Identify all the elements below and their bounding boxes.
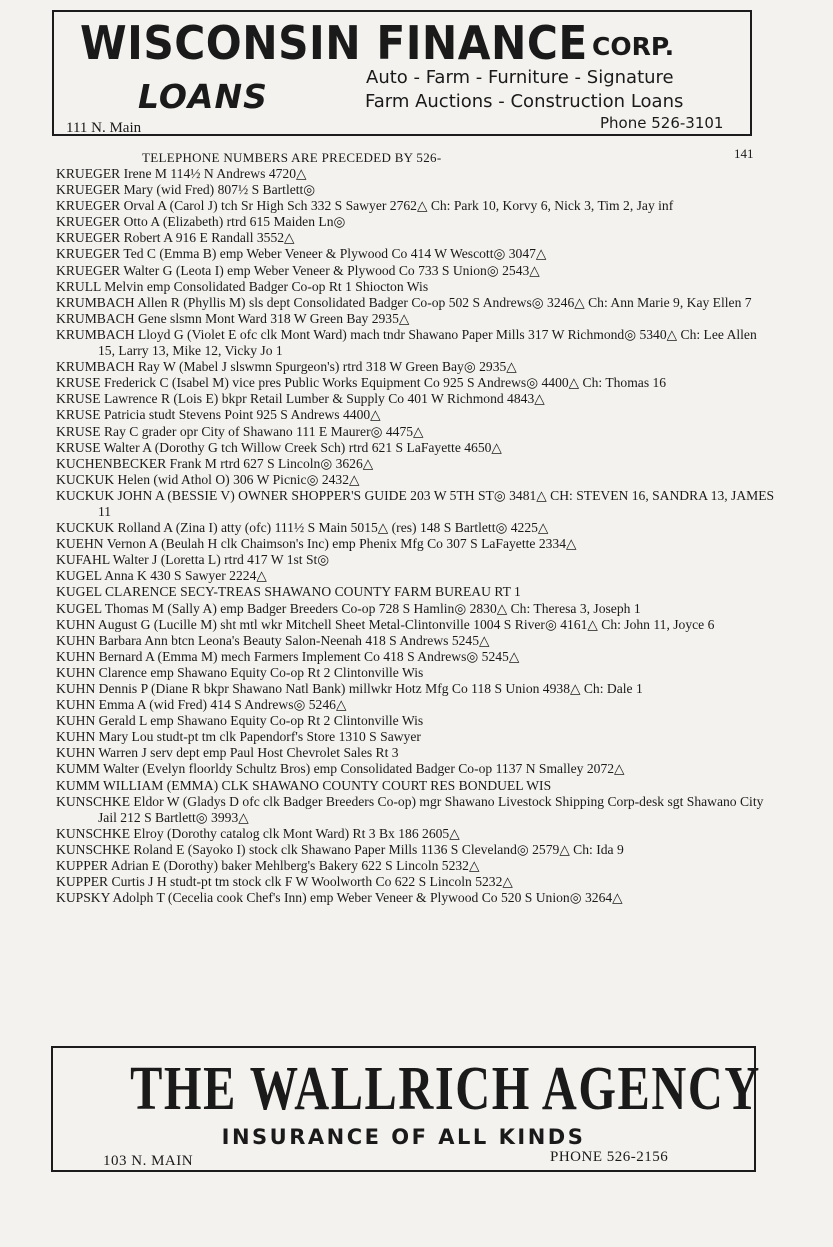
directory-entry: KUEHN Vernon A (Beulah H clk Chaimson's Inc) emp Phenix Mfg Co 307 S LaFayette 2334△ [56, 536, 577, 552]
directory-entry: KRULL Melvin emp Consolidated Badger Co-op Rt 1 Shiocton Wis [56, 278, 429, 294]
directory-entry: KRUEGER Mary (wid Fred) 807½ S Bartlett◎ [56, 182, 316, 198]
directory-entry: KUFAHL Walter J (Loretta L) rtrd 417 W 1st St◎ [56, 552, 330, 568]
directory-entry: KUHN Barbara Ann btcn Leona's Beauty Salon-Neenah 418 S Andrews 5245△ [56, 632, 490, 648]
directory-entry: KUPSKY Adolph T (Cecelia cook Chef's Inn) emp Weber Veneer & Plywood Co 520 S Union◎ 3264△ [56, 890, 623, 906]
directory-entry: KUNSCHKE Elroy (Dorothy catalog clk Mont Ward) Rt 3 Bx 186 2605△ [56, 825, 460, 841]
directory-entry: KRUSE Ray C grader opr City of Shawano 111 E Maurer◎ 4475△ [56, 423, 424, 439]
insurance-advertisement [51, 1046, 761, 1172]
finance-advertisement [52, 10, 752, 136]
page-number: 141 [734, 146, 754, 161]
ad-address: 111 N. Main [66, 120, 142, 136]
directory-entry: KUPPER Adrian E (Dorothy) baker Mehlberg's Bakery 622 S Lincoln 5232△ [56, 858, 480, 874]
ad-agency-tagline: INSURANCE OF ALL KINDS [221, 1125, 586, 1149]
directory-entry: KRUSE Lawrence R (Lois E) bkpr Retail Lumber & Supply Co 401 W Richmond 4843△ [56, 391, 545, 407]
directory-entry: KRUEGER Orval A (Carol J) tch Sr High Sch 332 S Sawyer 2762△ Ch: Park 10, Korvy 6, Nick 3, Tim 2, Jay inf [56, 198, 674, 214]
ad-loans-heading: LOANS [138, 77, 268, 116]
directory-entry: KUHN Warren J serv dept emp Paul Host Chevrolet Sales Rt 3 [56, 745, 399, 761]
directory-entry: KRUEGER Irene M 114½ N Andrews 4720△ [56, 166, 307, 181]
ad-services-line-1: Auto - Farm - Furniture - Signature [366, 67, 674, 88]
directory-entry: KUCKUK JOHN A (BESSIE V) OWNER SHOPPER'S GUIDE 203 W 5TH ST◎ 3481△ CH: STEVEN 16, SANDRA 13, JAMES 11 [56, 487, 775, 519]
directory-entry: KRUMBACH Lloyd G (Violet E ofc clk Mont Ward) mach tndr Shawano Paper Mills 317 W Richmond◎ 5340△ Ch: Lee Allen 15, Larry 13, Mike 12, Vicky Jo 1 [56, 326, 757, 359]
directory-entry: KRUMBACH Gene slsmn Mont Ward 318 W Green Bay 2935△ [56, 310, 410, 326]
ad-company-name: WISCONSIN FINANCE [80, 16, 588, 70]
directory-entry: KUGEL CLARENCE SECY-TREAS SHAWANO COUNTY FARM BUREAU RT 1 [56, 584, 521, 600]
directory-listing [56, 166, 776, 906]
directory-entry: KUHN Emma A (wid Fred) 414 S Andrews◎ 5246△ [56, 697, 347, 713]
directory-entry: KUGEL Thomas M (Sally A) emp Badger Breeders Co-op 728 S Hamlin◎ 2830△ Ch: Theresa 3, Joseph 1 [56, 600, 641, 616]
directory-entry: KUCKUK Helen (wid Athol O) 306 W Picnic◎ 2432△ [56, 471, 360, 487]
directory-entry: KUHN Gerald L emp Shawano Equity Co-op Rt 2 Clintonville Wis [56, 713, 424, 729]
ad-services-line-2: Farm Auctions - Construction Loans [365, 91, 684, 112]
directory-entry: KRUEGER Walter G (Leota I) emp Weber Veneer & Plywood Co 733 S Union◎ 2543△ [56, 262, 540, 278]
directory-entry: KRUEGER Robert A 916 E Randall 3552△ [56, 230, 295, 246]
ad-company-suffix: CORP. [592, 32, 675, 61]
directory-entry: KUHN Mary Lou studt-pt tm clk Papendorf's Store 1310 S Sawyer [56, 729, 421, 745]
ad-agency-name: THE WALLRICH AGENCY [130, 1055, 761, 1123]
directory-entry: KUNSCHKE Roland E (Sayoko I) stock clk Shawano Paper Mills 1136 S Cleveland◎ 2579△ Ch: Ida 9 [56, 841, 624, 857]
directory-entry: KUCHENBECKER Frank M rtrd 627 S Lincoln◎ 3626△ [56, 455, 374, 471]
ad-agency-phone: PHONE 526-2156 [550, 1149, 669, 1165]
directory-entry: KUGEL Anna K 430 S Sawyer 2224△ [56, 568, 267, 584]
directory-entry: KUMM WILLIAM (EMMA) CLK SHAWANO COUNTY COURT RES BONDUEL WIS [56, 777, 552, 793]
telephone-prefix-note: TELEPHONE NUMBERS ARE PRECEDED BY 526- [142, 150, 442, 165]
directory-entry: KUHN Clarence emp Shawano Equity Co-op Rt 2 Clintonville Wis [56, 664, 424, 680]
directory-entry: KUPPER Curtis J H studt-pt tm stock clk F W Woolworth Co 622 S Lincoln 5232△ [56, 874, 513, 890]
directory-entry: KRUEGER Otto A (Elizabeth) rtrd 615 Maiden Ln◎ [56, 214, 346, 230]
directory-entry: KRUSE Frederick C (Isabel M) vice pres Public Works Equipment Co 925 S Andrews◎ 4400△ Ch: Thomas 16 [56, 375, 667, 391]
directory-entry: KUCKUK Rolland A (Zina I) atty (ofc) 111½ S Main 5015△ (res) 148 S Bartlett◎ 4225△ [56, 520, 549, 536]
directory-entry: KUHN Dennis P (Diane R bkpr Shawano Natl Bank) millwkr Hotz Mfg Co 118 S Union 4938△ Ch: Dale 1 [56, 681, 643, 696]
directory-entry: KRUMBACH Allen R (Phyllis M) sls dept Consolidated Badger Co-op 502 S Andrews◎ 3246△ Ch: Ann Marie 9, Kay Ellen 7 [56, 294, 752, 310]
directory-entry: KUHN August G (Lucille M) sht mtl wkr Mitchell Sheet Metal-Clintonville 1004 S River◎ 4161△ Ch: John 11, Joyce 6 [56, 616, 715, 632]
ad-agency-address: 103 N. MAIN [103, 1153, 194, 1169]
directory-entry: KUHN Bernard A (Emma M) mech Farmers Implement Co 418 S Andrews◎ 5245△ [56, 648, 520, 664]
ad-phone: Phone 526-3101 [600, 114, 724, 132]
directory-entry: KRUSE Patricia studt Stevens Point 925 S Andrews 4400△ [56, 407, 381, 423]
directory-entry: KUMM Walter (Evelyn floorldy Schultz Bros) emp Consolidated Badger Co-op 1137 N Smalley 2072△ [56, 761, 625, 777]
directory-entry: KRUEGER Ted C (Emma B) emp Weber Veneer & Plywood Co 414 W Wescott◎ 3047△ [56, 246, 547, 262]
directory-entry: KRUMBACH Ray W (Mabel J slswmn Spurgeon's) rtrd 318 W Green Bay◎ 2935△ [56, 359, 517, 375]
directory-entry: KRUSE Walter A (Dorothy G tch Willow Creek Sch) rtrd 621 S LaFayette 4650△ [56, 439, 502, 455]
directory-entry: KUNSCHKE Eldor W (Gladys D ofc clk Badger Breeders Co-op) mgr Shawano Livestock Shipping Corp-desk sgt Shawano City Jail 212 S Bartlett◎ 3993△ [56, 793, 764, 825]
